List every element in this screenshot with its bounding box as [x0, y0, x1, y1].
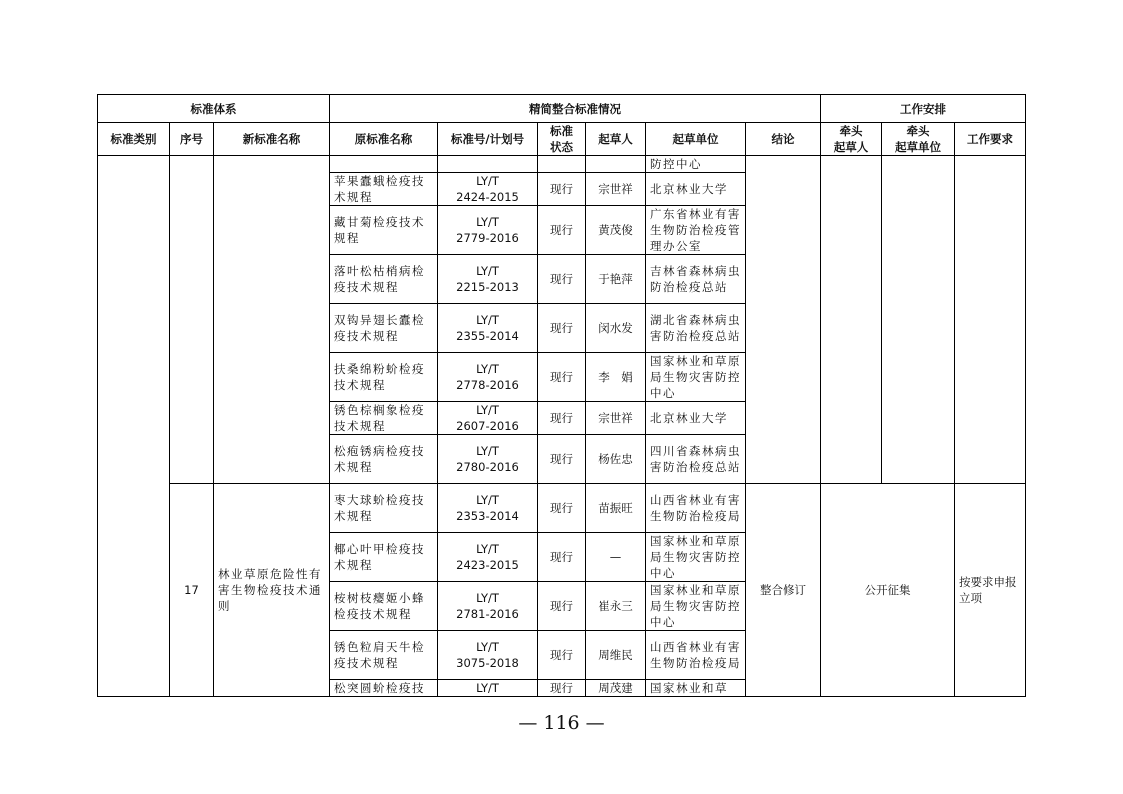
original-standard-name: 椰心叶甲检疫技术规程 [330, 533, 438, 582]
original-standard-name: 落叶松枯梢病检疫技术规程 [330, 255, 438, 304]
lead-unit-cell [882, 156, 955, 484]
standard-status: 现行 [538, 402, 586, 435]
standard-status: 现行 [538, 533, 586, 582]
new-standard-name-cell [214, 156, 330, 484]
drafter: 崔永三 [586, 582, 646, 631]
original-standard-name: 松突圆蚧检疫技 [330, 680, 438, 697]
original-standard-name: 苹果蠹蛾检疫技术规程 [330, 173, 438, 206]
drafting-unit: 吉林省森林病虫防治检疫总站 [646, 255, 746, 304]
standard-code: LY/T 2423-2015 [438, 533, 538, 582]
drafting-unit: 国家林业和草原局生物灾害防控中心 [646, 582, 746, 631]
standard-status: 现行 [538, 680, 586, 697]
conclusion-cell [746, 156, 821, 484]
original-standard-name: 藏甘菊检疫技术规程 [330, 206, 438, 255]
drafting-unit: 国家林业和草 [646, 680, 746, 697]
drafting-unit: 广东省林业有害生物防治检疫管理办公室 [646, 206, 746, 255]
standards-table [97, 94, 1026, 697]
original-standard-name: 双钩异翅长蠹检疫技术规程 [330, 304, 438, 353]
drafting-unit: 湖北省森林病虫害防治检疫总站 [646, 304, 746, 353]
standard-code: LY/T [438, 680, 538, 697]
drafting-unit: 国家林业和草原局生物灾害防控中心 [646, 353, 746, 402]
column-header-row [98, 123, 1026, 156]
drafting-unit: 国家林业和草原局生物灾害防控中心 [646, 533, 746, 582]
standard-status: 现行 [538, 353, 586, 402]
standard-status: 现行 [538, 255, 586, 304]
original-standard-name: 锈色棕榈象检疫技术规程 [330, 402, 438, 435]
drafter: 于艳萍 [586, 255, 646, 304]
original-standard-name: 松疱锈病检疫技术规程 [330, 435, 438, 484]
group-header: 精简整合标准情况 [330, 95, 821, 123]
standard-status: 现行 [538, 206, 586, 255]
standard-status: 现行 [538, 173, 586, 206]
table-body [98, 156, 1026, 697]
column-header: 序号 [170, 123, 214, 156]
header-group-row [98, 95, 1026, 123]
sequence-number: 17 [170, 484, 214, 697]
original-standard-name: 扶桑绵粉蚧检疫技术规程 [330, 353, 438, 402]
drafting-unit: 山西省林业有害生物防治检疫局 [646, 484, 746, 533]
drafter: 黄茂俊 [586, 206, 646, 255]
standard-code [438, 156, 538, 173]
conclusion: 整合修订 [746, 484, 821, 697]
standard-status: 现行 [538, 304, 586, 353]
page-number: — 116 — [518, 712, 605, 734]
drafter: 宗世祥 [586, 173, 646, 206]
column-header: 标准类别 [98, 123, 170, 156]
standard-code: LY/T 2215-2013 [438, 255, 538, 304]
drafter: 周维民 [586, 631, 646, 680]
group-header: 标准体系 [98, 95, 330, 123]
lead-drafter-and-unit: 公开征集 [821, 484, 955, 697]
column-header: 起草单位 [646, 123, 746, 156]
work-requirement: 按要求申报立项 [955, 484, 1026, 697]
standard-code: LY/T 2780-2016 [438, 435, 538, 484]
standard-status: 现行 [538, 582, 586, 631]
drafter: 苗振旺 [586, 484, 646, 533]
standard-code: LY/T 2424-2015 [438, 173, 538, 206]
drafter: 闵水发 [586, 304, 646, 353]
column-header: 原标准名称 [330, 123, 438, 156]
original-standard-name: 枣大球蚧检疫技术规程 [330, 484, 438, 533]
drafting-unit: 防控中心 [646, 156, 746, 173]
drafting-unit: 四川省森林病虫害防治检疫总站 [646, 435, 746, 484]
drafter [586, 156, 646, 173]
standard-code: LY/T 2781-2016 [438, 582, 538, 631]
group-header: 工作安排 [821, 95, 1026, 123]
standard-status: 现行 [538, 435, 586, 484]
table-row [98, 484, 1026, 533]
standard-category-cell [98, 156, 170, 697]
standard-code: LY/T 2355-2014 [438, 304, 538, 353]
new-standard-name: 林业草原危险性有害生物检疫技术通则 [214, 484, 330, 697]
drafter: 杨佐忠 [586, 435, 646, 484]
table-row [98, 156, 1026, 173]
original-standard-name [330, 156, 438, 173]
standard-status: 现行 [538, 484, 586, 533]
standard-status: 现行 [538, 631, 586, 680]
column-header: 标准 状态 [538, 123, 586, 156]
column-header: 新标准名称 [214, 123, 330, 156]
column-header: 起草人 [586, 123, 646, 156]
drafting-unit: 山西省林业有害生物防治检疫局 [646, 631, 746, 680]
standard-code: LY/T 3075-2018 [438, 631, 538, 680]
drafter: — [586, 533, 646, 582]
column-header: 标准号/计划号 [438, 123, 538, 156]
standard-status [538, 156, 586, 173]
sequence-cell [170, 156, 214, 484]
drafter: 周茂建 [586, 680, 646, 697]
original-standard-name: 锈色粒肩天牛检疫技术规程 [330, 631, 438, 680]
column-header: 工作要求 [955, 123, 1026, 156]
lead-drafter-cell [821, 156, 882, 484]
drafter: 李 娟 [586, 353, 646, 402]
column-header: 牵头 起草单位 [882, 123, 955, 156]
work-requirement-cell [955, 156, 1026, 484]
drafting-unit: 北京林业大学 [646, 173, 746, 206]
standard-code: LY/T 2607-2016 [438, 402, 538, 435]
original-standard-name: 桉树枝瘿姬小蜂检疫技术规程 [330, 582, 438, 631]
drafting-unit: 北京林业大学 [646, 402, 746, 435]
column-header: 牵头 起草人 [821, 123, 882, 156]
standard-code: LY/T 2779-2016 [438, 206, 538, 255]
standard-code: LY/T 2353-2014 [438, 484, 538, 533]
column-header: 结论 [746, 123, 821, 156]
drafter: 宗世祥 [586, 402, 646, 435]
standard-code: LY/T 2778-2016 [438, 353, 538, 402]
